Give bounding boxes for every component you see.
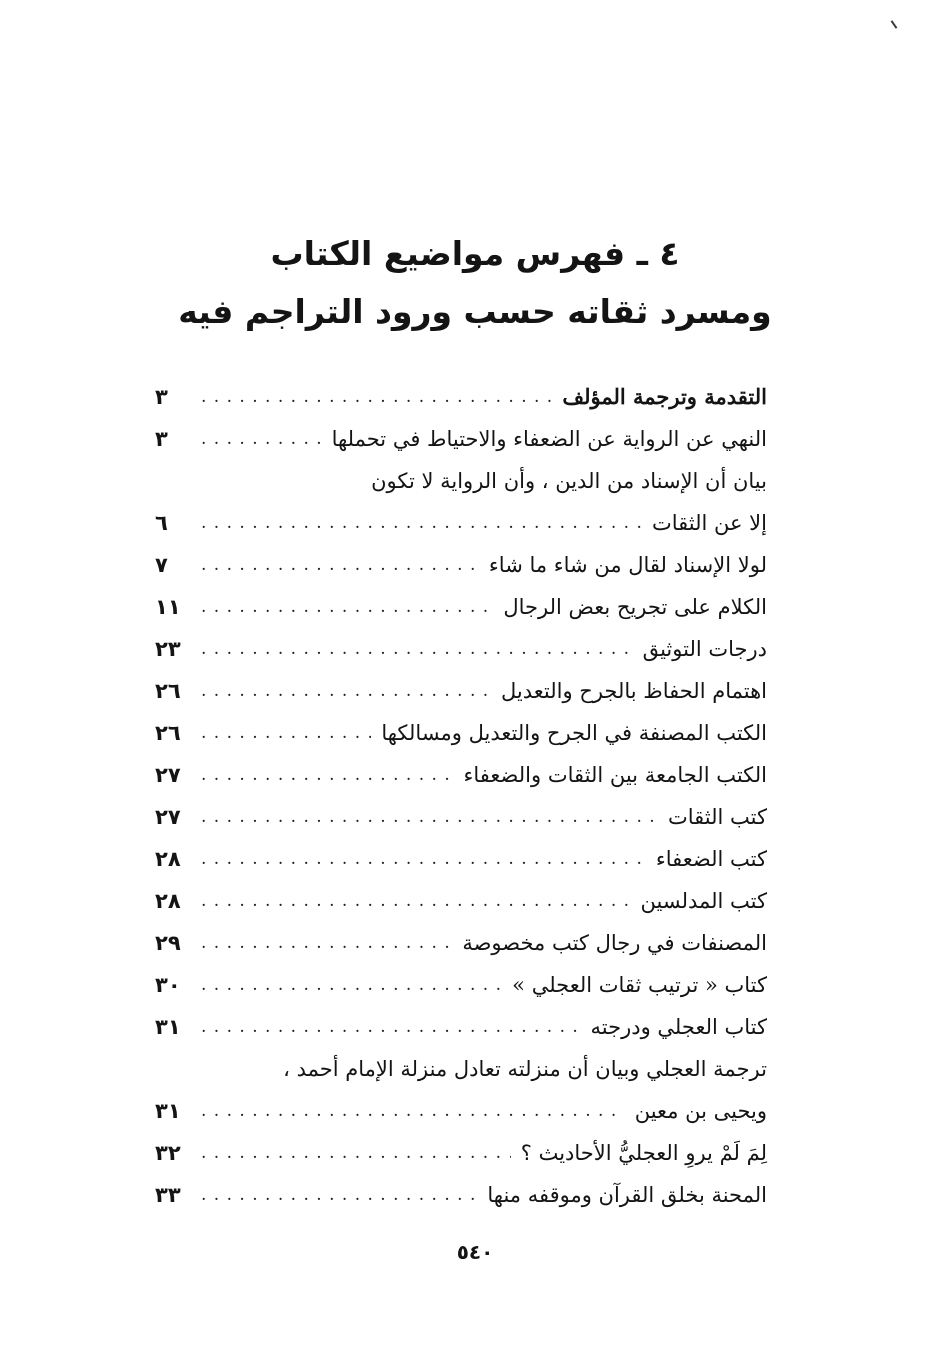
dot-leader — [201, 1090, 625, 1132]
toc-entry-label: كتب المدلسين — [640, 889, 767, 913]
dot-leader — [201, 376, 552, 418]
dot-leader — [201, 544, 479, 586]
toc-entry — [155, 1174, 767, 1216]
dot-leader — [201, 1006, 581, 1048]
toc-entry — [155, 544, 767, 586]
toc-entry — [155, 502, 767, 544]
toc-entry-page: ٢٦ — [155, 679, 181, 703]
toc-entry-label: كتب الضعفاء — [655, 847, 767, 871]
dot-leader — [201, 1132, 511, 1174]
toc-entry — [155, 376, 767, 418]
toc-entry — [155, 460, 767, 502]
toc-entry — [155, 754, 767, 796]
toc-entry-label: كتاب « ترتيب ثقات العجلي » — [512, 973, 767, 997]
toc-entry — [155, 586, 767, 628]
toc-entry-label: الكتب المصنفة في الجرح والتعديل ومسالكها — [381, 721, 767, 745]
toc-entry-page: ٧ — [155, 553, 168, 577]
scan-mark — [891, 20, 898, 29]
toc-entry-page: ٣ — [155, 385, 168, 409]
toc-entry-page: ٢٦ — [155, 721, 181, 745]
toc-entry — [155, 880, 767, 922]
toc-entry — [155, 838, 767, 880]
dot-leader — [201, 838, 646, 880]
toc-entry-page: ٣٣ — [155, 1183, 181, 1207]
toc-entry-page: ٢٧ — [155, 805, 181, 829]
toc-entry — [155, 712, 767, 754]
toc-entry-label: المحنة بخلق القرآن وموقفه منها — [487, 1183, 767, 1207]
index-title — [150, 225, 800, 341]
dot-leader — [201, 628, 633, 670]
dot-leader — [201, 964, 502, 1006]
dot-leader — [201, 712, 371, 754]
toc-entry-page: ٢٣ — [155, 637, 181, 661]
toc-entry-page: ٣٢ — [155, 1141, 181, 1165]
toc-entry-page: ٣٠ — [155, 973, 181, 997]
dot-leader — [201, 922, 452, 964]
toc-entry-label: ترجمة العجلي وبيان أن منزلته تعادل منزلة الإمام أحمد ، — [283, 1057, 767, 1081]
dot-leader — [201, 796, 658, 838]
toc-entry-label: التقدمة وترجمة المؤلف — [562, 384, 767, 409]
toc-entry-page: ٣١ — [155, 1015, 181, 1039]
toc-entry — [155, 796, 767, 838]
toc-entry — [155, 1090, 767, 1132]
toc-entry-label: اهتمام الحفاظ بالجرح والتعديل — [501, 679, 767, 703]
dot-leader — [201, 880, 631, 922]
toc-entry-label: بيان أن الإسناد من الدين ، وأن الرواية لا تكون — [371, 469, 767, 493]
toc-entry — [155, 670, 767, 712]
toc-entry-label: درجات التوثيق — [642, 637, 767, 661]
page-number: ٥٤٠ — [456, 1240, 494, 1264]
toc-entry-label: الكتب الجامعة بين الثقات والضعفاء — [463, 763, 767, 787]
toc-entry-page: ٦ — [155, 511, 168, 535]
toc-entry-label: كتب الثقات — [668, 805, 767, 829]
title-line-1: ٤ ـ فهرس مواضيع الكتاب — [270, 234, 680, 273]
table-of-contents — [155, 376, 767, 1216]
toc-entry-label: إلا عن الثقات — [651, 511, 767, 535]
toc-entry — [155, 1132, 767, 1174]
toc-entry-label: لِمَ لَمْ يروِ العجليُّ الأحاديث ؟ — [520, 1141, 767, 1165]
toc-entry-label: لولا الإسناد لقال من شاء ما شاء — [488, 553, 767, 577]
toc-entry-page: ٢٨ — [155, 889, 181, 913]
toc-entry-page: ٢٧ — [155, 763, 181, 787]
toc-entry — [155, 418, 767, 460]
toc-entry — [155, 964, 767, 1006]
dot-leader — [201, 670, 491, 712]
dot-leader — [201, 502, 642, 544]
dot-leader — [201, 1174, 477, 1216]
toc-entry-label: المصنفات في رجال كتب مخصوصة — [462, 931, 767, 955]
toc-entry-page: ١١ — [155, 595, 181, 619]
dot-leader — [201, 418, 322, 460]
toc-entry-label: ويحيى بن معين — [634, 1099, 767, 1123]
toc-entry-page: ٣ — [155, 427, 168, 451]
toc-entry-label: الكلام على تجريح بعض الرجال — [503, 595, 767, 619]
toc-entry-page: ٣١ — [155, 1099, 181, 1123]
dot-leader — [201, 586, 493, 628]
toc-entry-label: النهي عن الرواية عن الضعفاء والاحتياط في تحملها — [331, 427, 767, 451]
title-line-2: ومسرد ثقاته حسب ورود التراجم فيه — [178, 292, 772, 331]
toc-entry — [155, 1048, 767, 1090]
toc-entry — [155, 1006, 767, 1048]
toc-entry — [155, 628, 767, 670]
dot-leader — [201, 754, 454, 796]
toc-entry-page: ٢٨ — [155, 847, 181, 871]
toc-entry-label: كتاب العجلي ودرجته — [590, 1015, 767, 1039]
toc-entry — [155, 922, 767, 964]
toc-entry-page: ٢٩ — [155, 931, 181, 955]
